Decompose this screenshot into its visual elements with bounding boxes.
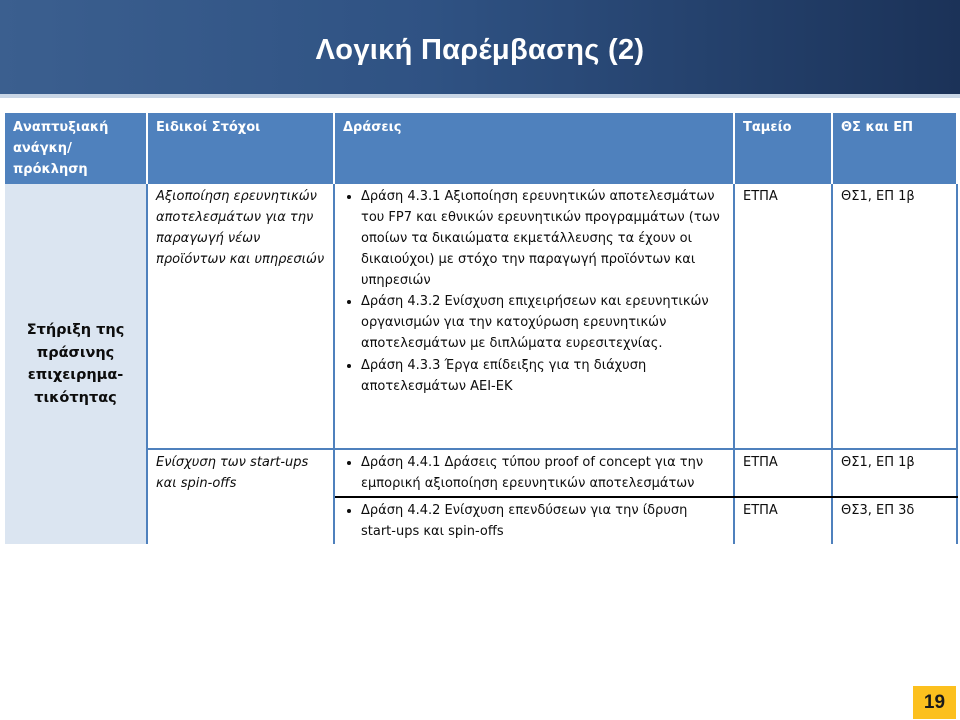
table-header-row <box>5 113 957 184</box>
action-item: • Δράση 4.4.1 Δράσεις τύπου proof of concept για την εμπορική αξιοποίηση ερευνητικών αποτελεσμάτων <box>361 452 725 494</box>
ts-cell: ΘΣ3, ΕΠ 3δ <box>832 497 957 544</box>
table-row <box>5 449 957 497</box>
intervention-logic-table <box>5 113 958 544</box>
fund-cell: ΕΤΠΑ <box>734 497 832 544</box>
ts-cell: ΘΣ1, ΕΠ 1β <box>832 184 957 449</box>
title-bar-divider <box>0 94 960 98</box>
col-header-actions: Δράσεις <box>334 113 734 184</box>
slide-title: Λογική Παρέμβασης (2) <box>315 34 645 66</box>
objective-cell: Ενίσχυση των start-ups και spin-offs <box>147 449 334 544</box>
action-item: • Δράση 4.3.2 Ενίσχυση επιχειρήσεων και ερευνητικών οργανισμών για την κατοχύρωση ερευνητικών αποτελεσμάτων με διπλώματα ευρεσιτεχνίας. <box>361 291 725 354</box>
col-header-need: Αναπτυξιακή ανάγκη/ πρόκληση <box>5 113 147 184</box>
col-header-objectives: Ειδικοί Στόχοι <box>147 113 334 184</box>
ts-cell: ΘΣ1, ΕΠ 1β <box>832 449 957 497</box>
table-row <box>5 184 957 449</box>
action-item: • Δράση 4.4.2 Ενίσχυση επενδύσεων για την ίδρυση start-ups και spin-offs <box>361 500 725 542</box>
actions-cell <box>334 497 734 544</box>
actions-cell <box>334 184 734 449</box>
need-cell: Στήριξη της πράσινης επιχειρημα-τικότητας <box>5 184 147 544</box>
col-header-ts: ΘΣ και ΕΠ <box>832 113 957 184</box>
page-number: 19 <box>913 686 956 719</box>
fund-cell: ΕΤΠΑ <box>734 449 832 497</box>
objective-cell: Αξιοποίηση ερευνητικών αποτελεσμάτων για την παραγωγή νέων προϊόντων και υπηρεσιών <box>147 184 334 449</box>
col-header-fund: Ταμείο <box>734 113 832 184</box>
action-item: • Δράση 4.3.1 Αξιοποίηση ερευνητικών αποτελεσμάτων του FP7 και εθνικών ερευνητικών προγραμμάτων (των οποίων τα δικαιώματα εκμετάλλευσης τα έχουν οι δικαιούχοι) με στόχο την παραγωγή προϊόντων και υπηρεσιών <box>361 186 725 291</box>
action-item: • Δράση 4.3.3 Έργα επίδειξης για τη διάχυση αποτελεσμάτων ΑΕΙ-ΕΚ <box>361 355 725 397</box>
fund-cell: ΕΤΠΑ <box>734 184 832 449</box>
actions-cell <box>334 449 734 497</box>
